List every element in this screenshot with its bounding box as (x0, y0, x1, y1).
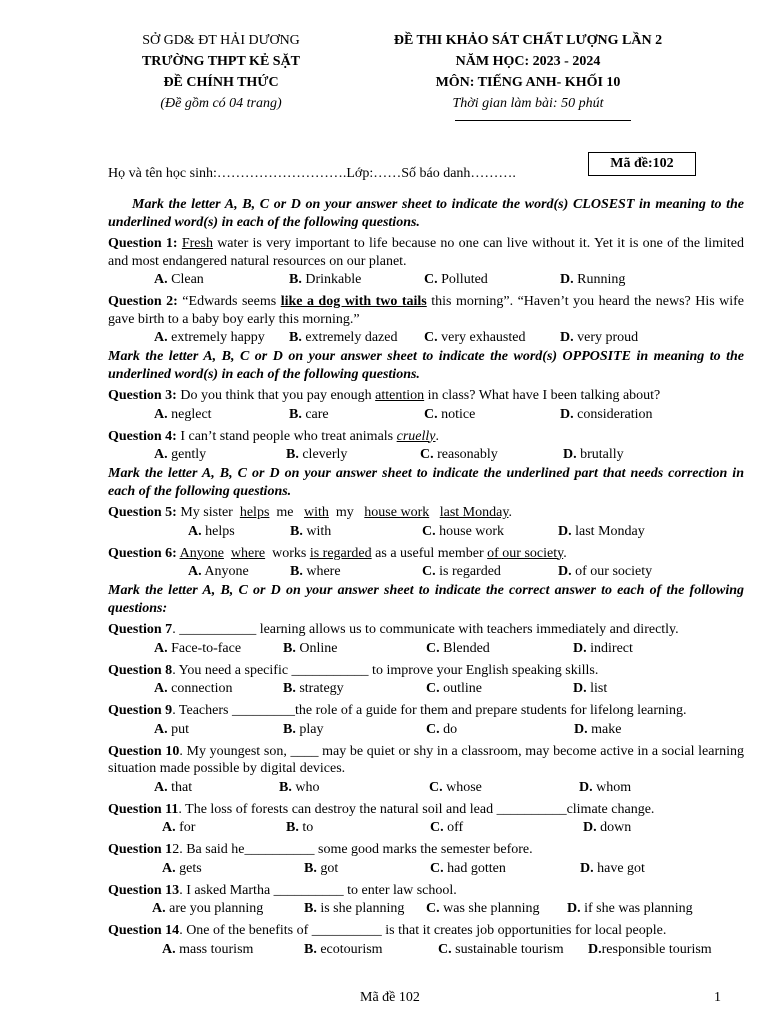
option-b[interactable]: B. where (290, 564, 341, 579)
option-b[interactable]: B. to (286, 820, 314, 835)
options-q11 (108, 818, 744, 838)
underlined-part-c: house work (364, 505, 430, 520)
footer-exam-code: Mã đề 102 (360, 990, 420, 1005)
option-a[interactable]: A. mass tourism (162, 941, 254, 957)
header-right (378, 30, 678, 114)
options-q3 (108, 405, 744, 425)
question-5: Question 5: My sister helps me with my house work last Monday. (108, 505, 512, 520)
option-d[interactable]: D. make (574, 721, 622, 737)
option-b[interactable]: B. care (289, 406, 329, 422)
option-a[interactable]: A. Anyone (188, 564, 249, 579)
questions-body (108, 196, 744, 960)
department-name: SỞ GD& ĐT HẢI DƯƠNG (142, 33, 300, 48)
option-c[interactable]: C. whose (429, 779, 482, 795)
exam-code-box: Mã đề:102 (588, 152, 696, 176)
option-c[interactable]: C. reasonably (420, 447, 498, 462)
question-label: Question 10 (108, 743, 180, 759)
instruction-closest (108, 196, 744, 232)
option-a[interactable]: A. neglect (154, 406, 212, 422)
question-label: Question 7 (108, 622, 173, 637)
page-number: 1 (714, 990, 721, 1005)
options-q12 (108, 859, 744, 879)
options-q13 (108, 899, 744, 919)
question-label: Question 14 (108, 923, 180, 938)
subject: MÔN: TIẾNG ANH- KHỐI 10 (435, 75, 621, 90)
option-a[interactable]: A. for (162, 820, 196, 835)
question-13: Question 13. I asked Martha __________ to enter law school. (108, 882, 457, 898)
option-c[interactable]: C. was she planning (426, 901, 540, 916)
options-q14 (108, 940, 744, 960)
header-divider (455, 120, 631, 121)
option-d[interactable]: D. Running (560, 272, 626, 287)
option-d[interactable]: D. down (583, 820, 632, 835)
option-b[interactable]: B. with (290, 523, 332, 539)
option-c[interactable]: C. house work (422, 523, 505, 539)
time-limit: Thời gian làm bài: 50 phút (452, 96, 604, 111)
underlined-phrase: like a dog with two tails (280, 294, 427, 309)
underlined-part-a: helps (239, 505, 270, 520)
question-label: Question 1: (108, 236, 178, 251)
instruction-closest-text: Mark the letter A, B, C or D on your answer sheet to indicate the word(s) CLOSEST in meaning to the underlined word(s) in each of the following questions. (108, 197, 744, 230)
school-year: NĂM HỌC: 2023 - 2024 (455, 54, 601, 69)
option-d[interactable]: D. brutally (563, 447, 624, 462)
underlined-part-d: of our society (487, 545, 564, 561)
underlined-part-a: Anyone (179, 545, 224, 561)
option-d[interactable]: D. whom (579, 779, 632, 795)
question-6: Question 6: Anyone where works is regarded as a useful member of our society. (108, 545, 567, 561)
instruction-opposite (108, 348, 744, 384)
underlined-word: Fresh (181, 236, 213, 251)
option-a[interactable]: A. that (154, 779, 193, 795)
underlined-word: attention (375, 388, 425, 403)
options-q7 (108, 639, 744, 659)
option-c[interactable]: C. do (426, 721, 458, 737)
question-label: Question 11 (108, 801, 179, 817)
option-b[interactable]: B. strategy (283, 681, 344, 696)
options-q2 (108, 328, 744, 348)
underlined-part-c: is regarded (309, 545, 372, 561)
official-label: ĐỀ CHÍNH THỨC (163, 75, 279, 90)
instruction-correct-answer (108, 582, 744, 618)
question-label: Question 13 (108, 882, 180, 898)
question-9: Question 9. Teachers _________the role of a guide for them and prepare students for lifelong learning. (108, 703, 687, 718)
question-label: Question 5: (108, 505, 177, 520)
option-d[interactable]: D. indirect (573, 640, 633, 656)
options-q1 (108, 270, 744, 290)
question-4: Question 4: I can’t stand people who treat animals cruelly. (108, 428, 440, 444)
option-c[interactable]: C. notice (424, 406, 476, 422)
question-label: Question 4: (108, 428, 177, 444)
question-11: Question 11. The loss of forests can destroy the natural soil and lead __________climate change. (108, 801, 655, 817)
option-a[interactable]: A. helps (188, 523, 235, 539)
option-c[interactable]: C. very exhausted (424, 330, 526, 345)
option-b[interactable]: B. who (279, 779, 320, 795)
options-q4 (108, 445, 744, 465)
instruction-correct-answer-text: Mark the letter A, B, C or D on your answer sheet to indicate the correct answer to each of the following questions: (108, 583, 744, 616)
option-d[interactable]: D. very proud (560, 330, 639, 345)
option-b[interactable]: B. cleverly (286, 447, 348, 462)
question-3: Question 3: Do you think that you pay enough attention in class? What have I been talking about? (108, 388, 661, 403)
option-b[interactable]: B. is she planning (304, 901, 405, 916)
option-b[interactable]: B. ecotourism (304, 941, 383, 957)
underlined-word: cruelly (396, 428, 436, 444)
options-q8 (108, 679, 744, 699)
option-c[interactable]: C. Blended (426, 640, 490, 656)
option-b[interactable]: B. extremely dazed (289, 330, 398, 345)
question-1 (108, 235, 744, 270)
question-label: Question 8 (108, 662, 173, 678)
option-c[interactable]: C. sustainable tourism (438, 941, 564, 957)
option-b[interactable]: B. Online (283, 640, 338, 656)
option-d[interactable]: D. if she was planning (567, 901, 693, 916)
question-14: Question 14. One of the benefits of __________ is that it creates job opportunities for local people. (108, 923, 667, 938)
pages-note: (Đề gồm có 04 trang) (160, 96, 282, 111)
option-d[interactable]: D. consideration (560, 406, 653, 422)
option-a[interactable]: A. Face-to-face (154, 640, 242, 656)
school-name: TRƯỜNG THPT KẺ SẶT (141, 54, 301, 69)
option-b[interactable]: B. got (304, 860, 339, 876)
option-a[interactable]: A. extremely happy (154, 330, 265, 345)
exam-title: ĐỀ THI KHẢO SÁT CHẤT LƯỢNG LẦN 2 (393, 33, 663, 48)
question-10: Question 10. My youngest son, ____ may be quiet or shy in a classroom, may become active in a social learning situation made possible by digital devices. (108, 743, 745, 776)
options-q5 (108, 522, 744, 542)
option-a[interactable]: A. Clean (154, 272, 204, 287)
question-label: Question 9 (108, 703, 173, 718)
instruction-correction-text: Mark the letter A, B, C or D on your answer sheet to indicate the underlined part that needs correction in each of the following questions. (108, 466, 744, 499)
option-d[interactable]: D. of our society (558, 564, 653, 579)
header-left (106, 30, 336, 114)
option-a[interactable]: A. gets (162, 860, 202, 876)
underlined-part-b: with (304, 505, 329, 520)
question-label: Question 2: (108, 294, 178, 309)
option-b[interactable]: B. play (283, 721, 324, 737)
option-c[interactable]: C. is regarded (422, 564, 501, 579)
option-a[interactable]: A. gently (154, 447, 207, 462)
question-2: Question 2: “Edwards seems like a dog with two tails this morning”. “Haven’t you heard the news? His wife gave birth to a baby boy early this morning.” (108, 294, 745, 327)
option-c[interactable]: C. outline (426, 681, 483, 696)
question-7: Question 7. ___________ learning allows us to communicate with teachers immediately and directly. (108, 622, 679, 637)
option-a[interactable]: A. connection (154, 681, 233, 696)
options-q9 (108, 720, 744, 740)
question-12: Question 12. Ba said he__________ some good marks the semester before. (108, 842, 533, 857)
question-label: Question 3: (108, 388, 177, 403)
question-label: Question 6: (108, 545, 177, 561)
option-d[interactable]: D. last Monday (558, 523, 645, 539)
option-b[interactable]: B. Drinkable (289, 272, 362, 287)
question-label: Question 1 (108, 842, 173, 857)
option-d[interactable]: D. have got (580, 860, 645, 876)
student-info-line: Họ và tên học sinh:……………………….Lớp:……Số báo danh………. (108, 166, 516, 181)
instruction-correction (108, 465, 744, 501)
option-a[interactable]: A. put (154, 721, 190, 737)
options-q6 (108, 562, 744, 582)
underlined-part-d: last Monday (439, 505, 509, 520)
options-q10 (108, 778, 744, 798)
option-c[interactable]: C. off (430, 820, 464, 835)
instruction-opposite-text: Mark the letter A, B, C or D on your answer sheet to indicate the word(s) OPPOSITE in meaning to the underlined word(s) in each of the following questions. (108, 349, 744, 382)
option-c[interactable]: C. had gotten (430, 860, 506, 876)
option-d[interactable]: D. list (573, 681, 608, 696)
question-text: water is very important to life because no one can live without it. Yet it is one of the limited and most endangered natural resources on our planet. (108, 236, 745, 269)
option-d[interactable]: D.responsible tourism (588, 941, 712, 957)
option-c[interactable]: C. Polluted (424, 272, 488, 287)
underlined-part-b: where (230, 545, 266, 561)
option-a[interactable]: A. are you planning (152, 901, 264, 916)
question-8: Question 8. You need a specific ___________ to improve your English speaking skills. (108, 662, 599, 678)
